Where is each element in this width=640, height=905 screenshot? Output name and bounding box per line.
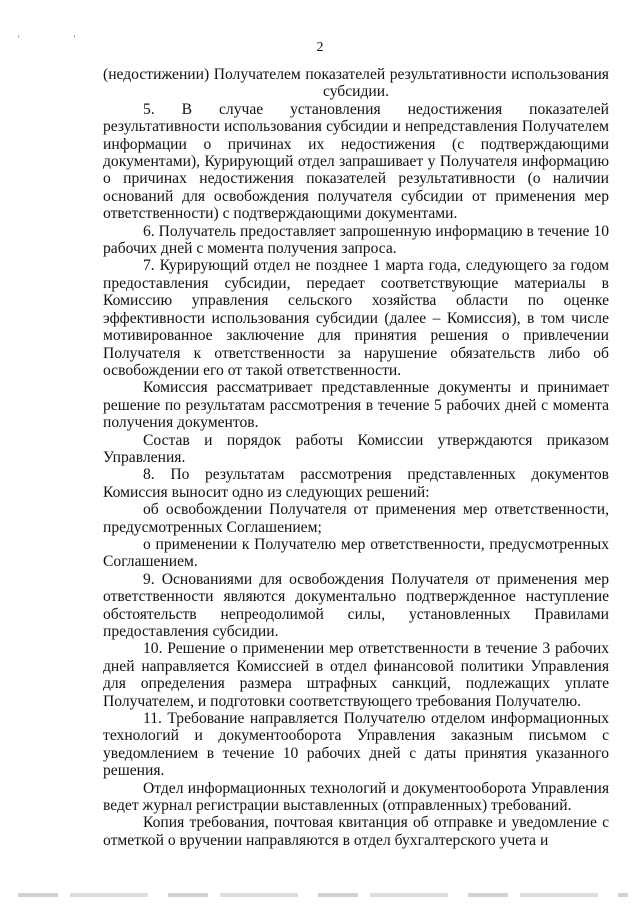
- body-text: [103, 66, 609, 849]
- paragraph: о применении к Получателю мер ответственности, предусмотренных Соглашением.: [103, 535, 609, 571]
- margin-marks: ' ': [18, 34, 102, 44]
- paragraph: Копия требования, почтовая квитанция об отправке и уведомление с отметкой о вручении направляются в отдел бухгалтерского учета и: [103, 814, 609, 849]
- paragraph: 11. Требование направляется Получателю отделом информационных технологий и документооборота Управления заказным письмом с уведомлением в течение 10 рабочих дней с даты принятия указанного решения.: [103, 710, 609, 780]
- paragraph: Состав и порядок работы Комиссии утверждаются приказом Управления.: [103, 431, 609, 466]
- paragraph: Комиссия рассматривает представленные документы и принимает решение по результатам рассмотрения в течение 5 рабочих дней с момента получения документов.: [103, 379, 609, 432]
- paragraph: 9. Основаниями для освобождения Получателя от применения мер ответственности являются документально подтвержденное наступление обстоятельств непреодолимой силы, установленных Правилами предоставления субсидии.: [103, 570, 609, 640]
- page-number: 2: [316, 40, 324, 55]
- paragraph: 7. Курирующий отдел не позднее 1 марта года, следующего за годом предоставления субсидии, передает соответствующие материалы в Комиссию управления сельского хозяйства области по оценке эффективности использования субсидии (далее – Комиссия), в том числе мотивированное заключение для принятия решения о привлечении Получателя к ответственности за нарушение обязательств либо об освобождении его от такой ответственности.: [103, 257, 609, 379]
- paragraph: 6. Получатель предоставляет запрошенную информацию в течение 10 рабочих дней с момента получения запроса.: [103, 222, 609, 258]
- paragraph: об освобождении Получателя от применения мер ответственности, предусмотренных Соглашением;: [103, 501, 609, 536]
- paragraph: Отдел информационных технологий и документооборота Управления ведет журнал регистрации выставленных (отправленных) требований.: [103, 779, 609, 815]
- paragraph: (недостижении) Получателем показателей результативности использования субсидии.: [103, 66, 609, 101]
- paragraph: 8. По результатам рассмотрения представленных документов Комиссия выносит одно из следующих решений:: [103, 466, 609, 501]
- scan-artifact-line: [18, 893, 628, 897]
- paragraph: 5. В случае установления недостижения показателей результативности использования субсидии и непредставления Получателем информации о причинах их недостижения (с подтверждающими документами), Курирующий отдел запрашивает у Получателя информацию о причинах недостижения показателей результативности (о наличии оснований для освобождения получателя субсидии от применения мер ответственности) с подтверждающими документами.: [103, 100, 609, 223]
- paragraph: 10. Решение о применении мер ответственности в течение 3 рабочих дней направляется Комиссией в отдел финансовой политики Управления для определения размера штрафных санкций, подлежащих уплате Получателем, и подготовки соответствующего требования Получателю.: [103, 640, 609, 710]
